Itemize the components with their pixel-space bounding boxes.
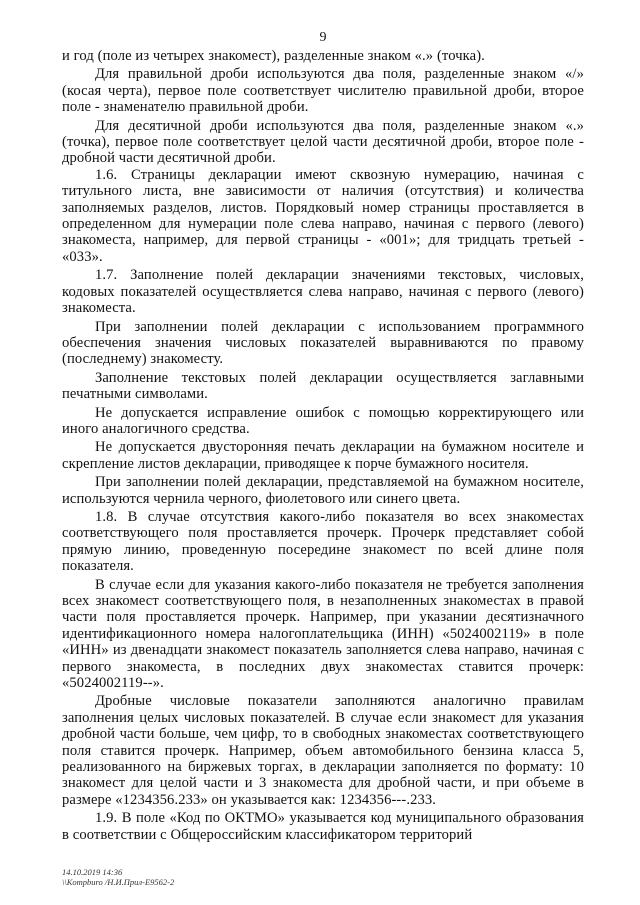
paragraph: Для десятичной дроби используются два поля, разделенные знаком «.» (точка), первое поле соответствует целой части десятичной дроби, второе поле - дробной части десятичной дроби. [62, 117, 584, 167]
footer-file-path: \\Kompburo /Н.И.Прил-Е9562-2 [62, 877, 175, 887]
paragraph: Для правильной дроби используются два поля, разделенные знаком «/» (косая черта), первое поле соответствует числителю правильной дроби, второе поле - знаменателю правильной дроби. [62, 66, 584, 116]
paragraph: Заполнение текстовых полей декларации осуществляется заглавными печатными символами. [62, 369, 584, 403]
page-number: 9 [319, 30, 327, 45]
paragraph: и год (поле из четырех знакомест), разделенные знаком «.» (точка). [62, 48, 485, 64]
paragraph: 1.8. В случае отсутствия какого-либо показателя во всех знакоместах соответствующего поля проставляется прочерк. Прочерк представляет собой прямую линию, проведенную посередине знакомест по всей длине поля показателя. [62, 508, 584, 575]
footer-timestamp: 14.10.2019 14:36 [62, 867, 123, 877]
paragraph: 1.7. Заполнение полей декларации значениями текстовых, числовых, кодовых показателей осуществляется слева направо, начиная с первого (левого) знакоместа. [62, 267, 584, 317]
paragraph: При заполнении полей декларации, представляемой на бумажном носителе, используются чернила черного, фиолетового или синего цвета. [62, 474, 584, 507]
paragraph: Дробные числовые показатели заполняются аналогично правилам заполнения целых числовых показателей. В случае если знакомест для указания дробной части больше, чем цифр, то в свободных знакоместах соответствующего поля ставится прочерк. Например, объем автомобильного бензина класса 5, реализованного на биржевых торгах, в декларации заполняется по формату: 10 знакомест для целой части и 3 знакоместа для дробной части, и при объеме в размере «1234356.233» он указывается как: 1234356---.233. [62, 693, 584, 808]
paragraph: Не допускается двусторонняя печать декларации на бумажном носителе и скрепление листов декларации, приводящее к порче бумажного носителя. [62, 439, 584, 472]
paragraph: 1.9. В поле «Код по ОКТМО» указывается код муниципального образования в соответствии с Общероссийским классификатором территорий [62, 810, 584, 843]
paragraph: Не допускается исправление ошибок с помощью корректирующего или иного аналогичного средства. [62, 404, 584, 437]
paragraph: 1.6. Страницы декларации имеют сквозную нумерацию, начиная с титульного листа, вне зависимости от наличия (отсутствия) и количества заполняемых разделов, листов. Порядковый номер страницы проставляется в определенном для нумерации поле слева направо, начиная с первого (левого) знакоместа, например, для первой страницы - «001»; для тридцать третьей - «033». [62, 166, 584, 265]
paragraph: В случае если для указания какого-либо показателя не требуется заполнения всех знакомест соответствующего поля, в незаполненных знакоместах в правой части поля проставляется прочерк. Например, при указании десятизначного идентификационного номера налогоплательщика (ИНН) «5024002119» в поле «ИНН» из двенадцати знакомест показатель заполняется слева направо, начиная с первого знакоместа, в последних двух знакоместах ставится прочерк: «5024002119--». [62, 576, 584, 692]
document-footer [62, 867, 174, 887]
paragraph: При заполнении полей декларации с использованием программного обеспечения значения числовых показателей выравниваются по правому (последнему) знакоместу. [62, 318, 584, 368]
